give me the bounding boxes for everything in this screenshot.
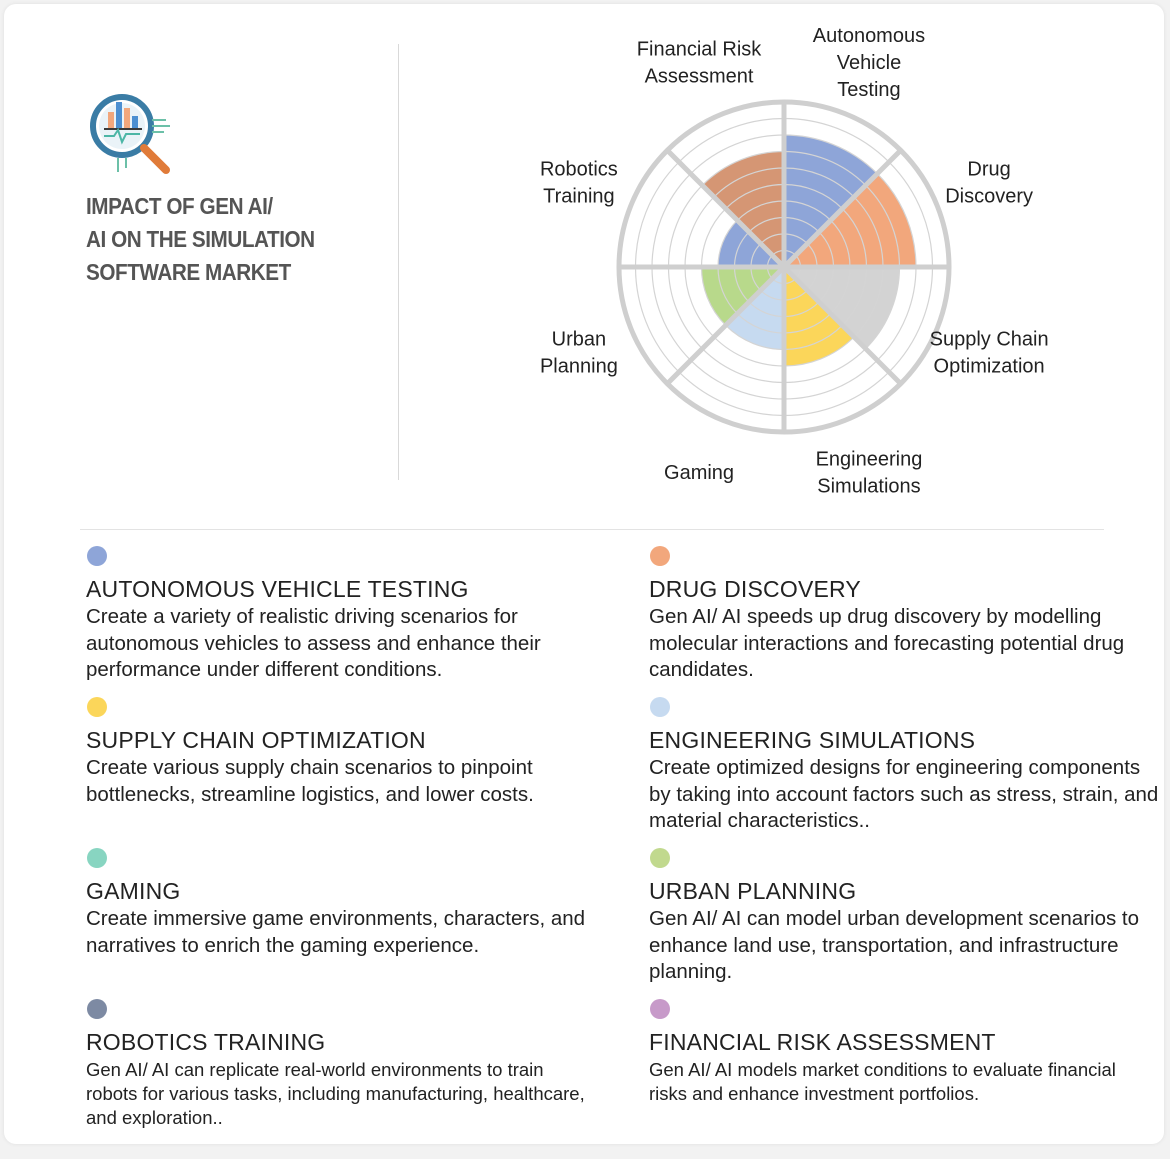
legend-dot: [650, 999, 670, 1019]
category-label: [637, 38, 762, 87]
legend-description: Gen AI/ AI models market conditions to evaluate financial risks and enhance investment portfolios.: [649, 1059, 1116, 1104]
legend-heading: DRUG DISCOVERY: [649, 576, 861, 602]
category-label: [816, 449, 923, 498]
legend-dot: [87, 546, 107, 566]
category-label-line: Drug: [967, 158, 1011, 181]
category-label-line: Testing: [837, 78, 901, 101]
legend-dot: [87, 848, 107, 868]
category-label-line: Optimization: [933, 355, 1045, 378]
category-label: [540, 159, 618, 208]
category-label: [945, 159, 1033, 208]
legend-heading: URBAN PLANNING: [649, 878, 857, 904]
title-line: SOFTWARE MARKET: [86, 259, 291, 285]
legend-dot: [87, 697, 107, 717]
legend-description: Create immersive game environments, characters, and narratives to enrich the gaming experience.: [86, 907, 586, 957]
legend-heading: SUPPLY CHAIN OPTIMIZATION: [86, 727, 426, 753]
category-label-line: Urban: [551, 328, 607, 351]
legend-description: Gen AI/ AI speeds up drug discovery by modelling molecular interactions and forecasting potential drug candidates.: [649, 605, 1125, 681]
legend-heading: FINANCIAL RISK ASSESSMENT: [649, 1029, 996, 1055]
category-label-line: Supply Chain: [929, 328, 1049, 351]
legend-heading: ROBOTICS TRAINING: [86, 1029, 326, 1055]
category-label-line: Vehicle: [836, 51, 902, 74]
legend-heading: GAMING: [86, 878, 181, 904]
legend-dot: [650, 546, 670, 566]
title-line: IMPACT OF GEN AI/: [86, 193, 273, 219]
category-label-line: Gaming: [664, 462, 735, 485]
category-label: [813, 25, 925, 101]
legend-description: Create optimized designs for engineering components by taking into account factors such as stress, strain, and material characteristics..: [649, 756, 1159, 832]
legend-description: Create a variety of realistic driving scenarios for autonomous vehicles to assess and enhance their performance under different conditions.: [86, 605, 541, 681]
category-label: [664, 462, 734, 484]
legend-description: Create various supply chain scenarios to pinpoint bottlenecks, streamline logistics, and lower costs.: [86, 756, 534, 806]
category-label-line: Financial Risk: [636, 38, 762, 61]
category-label-line: Training: [543, 185, 615, 208]
category-label-line: Robotics: [539, 158, 618, 181]
legend-dot: [650, 848, 670, 868]
polar-area-chart: [0, 0, 1170, 540]
legend-dot: [650, 697, 670, 717]
category-label: [540, 328, 618, 377]
title-line: AI ON THE SIMULATION: [86, 226, 315, 252]
category-label-line: Engineering: [815, 448, 923, 471]
category-label: [930, 328, 1049, 377]
category-label-line: Planning: [539, 355, 618, 378]
legend-dot: [87, 999, 107, 1019]
category-label-line: Autonomous: [812, 24, 926, 47]
category-label-line: Assessment: [644, 65, 754, 88]
legend-heading: ENGINEERING SIMULATIONS: [649, 727, 976, 753]
legend-description: Gen AI/ AI can model urban development scenarios to enhance land use, transportation, and infrastructure planning.: [649, 907, 1140, 983]
legend-heading: AUTONOMOUS VEHICLE TESTING: [86, 576, 469, 602]
category-label-line: Discovery: [945, 185, 1033, 208]
category-label-line: Simulations: [817, 475, 921, 498]
legend-description: Gen AI/ AI can replicate real-world environments to train robots for various tasks, including manufacturing, healthcare, and exploration..: [86, 1059, 585, 1128]
